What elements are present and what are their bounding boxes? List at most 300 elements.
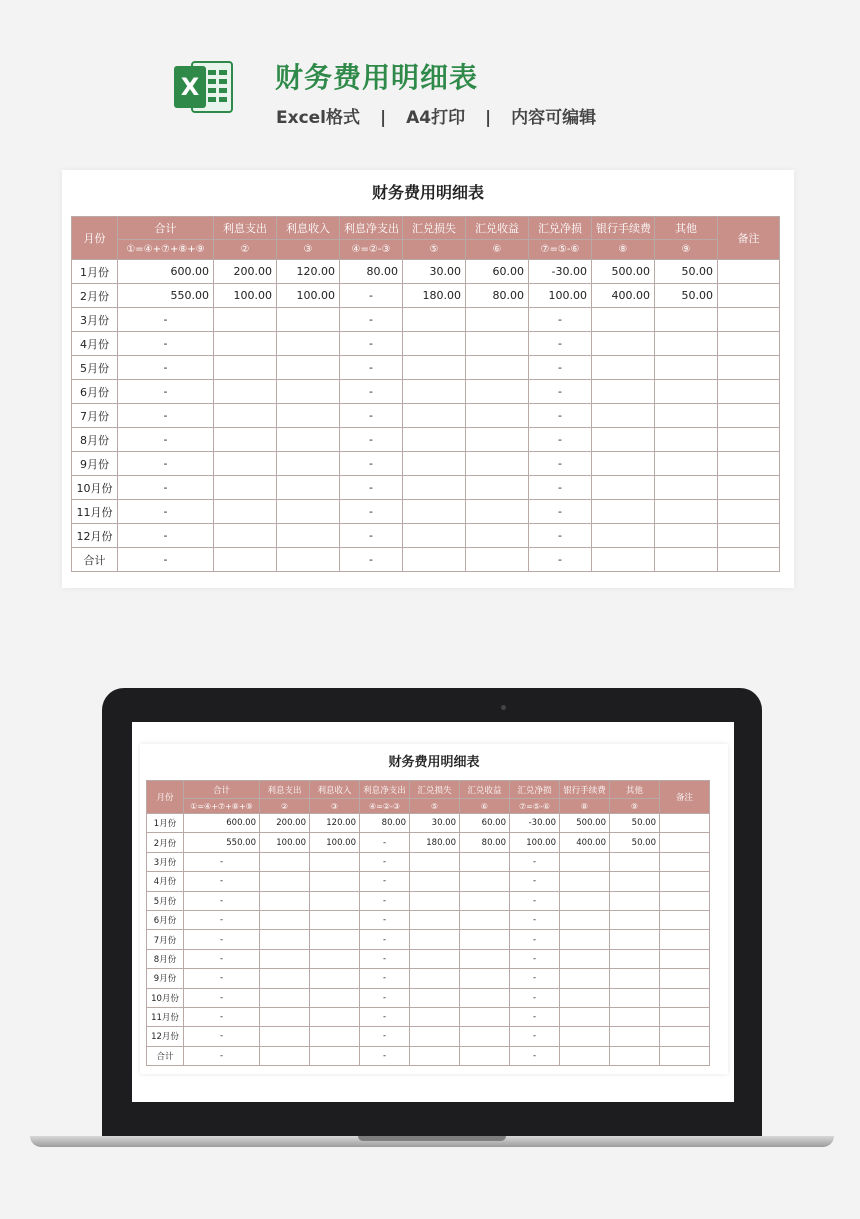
header-month: 月份 (147, 781, 184, 814)
header-net-interest: 利息净支出 (340, 217, 403, 240)
table-cell (660, 833, 710, 852)
month-cell: 6月份 (72, 380, 118, 404)
table-cell (277, 476, 340, 500)
table-cell (560, 930, 610, 949)
table-cell: 500.00 (592, 260, 655, 284)
table-cell (560, 1007, 610, 1026)
table-cell: - (340, 548, 403, 572)
table-cell: 100.00 (529, 284, 592, 308)
table-row (147, 833, 710, 852)
table-cell: - (510, 969, 560, 988)
table-cell (560, 910, 610, 929)
table-cell (592, 332, 655, 356)
table-cell (718, 524, 780, 548)
table-cell (410, 872, 460, 891)
separator: | (379, 108, 387, 128)
table-cell (660, 814, 710, 833)
table-cell (718, 404, 780, 428)
table-cell (214, 380, 277, 404)
spreadsheet-preview (62, 170, 794, 588)
screen-expense-table (146, 780, 710, 1066)
table-cell: - (529, 428, 592, 452)
table-row (147, 930, 710, 949)
table-cell (260, 1027, 310, 1046)
table-row (72, 452, 780, 476)
table-cell (410, 949, 460, 968)
month-cell: 6月份 (147, 910, 184, 929)
table-cell (610, 1007, 660, 1026)
month-cell: 12月份 (72, 524, 118, 548)
table-row (147, 1046, 710, 1065)
table-row (72, 500, 780, 524)
table-cell: - (340, 524, 403, 548)
table-cell: - (118, 524, 214, 548)
table-cell: - (184, 1007, 260, 1026)
month-cell: 5月份 (72, 356, 118, 380)
table-cell (214, 500, 277, 524)
table-cell (410, 910, 460, 929)
header-other: 其他 (610, 781, 660, 799)
table-cell: - (529, 332, 592, 356)
month-cell: 合计 (72, 548, 118, 572)
table-row (72, 380, 780, 404)
table-cell (660, 949, 710, 968)
month-cell: 7月份 (72, 404, 118, 428)
formula-fx-gain: ⑥ (466, 240, 529, 260)
table-cell (310, 930, 360, 949)
table-row (72, 308, 780, 332)
table-cell: 100.00 (277, 284, 340, 308)
month-cell: 8月份 (72, 428, 118, 452)
table-cell (277, 332, 340, 356)
table-cell: - (340, 500, 403, 524)
table-cell: - (118, 452, 214, 476)
table-cell: - (510, 910, 560, 929)
formula-fx-loss: ⑤ (410, 799, 460, 814)
table-row (147, 1007, 710, 1026)
table-cell (410, 852, 460, 871)
table-cell: 500.00 (560, 814, 610, 833)
feature-line (276, 103, 610, 128)
table-cell: 180.00 (403, 284, 466, 308)
header-other: 其他 (655, 217, 718, 240)
table-cell (310, 988, 360, 1007)
table-cell: 30.00 (410, 814, 460, 833)
header-total: 合计 (118, 217, 214, 240)
table-cell (660, 910, 710, 929)
table-cell (310, 1046, 360, 1065)
table-cell (718, 452, 780, 476)
table-row (72, 284, 780, 308)
table-cell (310, 910, 360, 929)
table-cell (718, 260, 780, 284)
table-cell (410, 930, 460, 949)
table-cell: 180.00 (410, 833, 460, 852)
formula-net-interest: ④=②-③ (360, 799, 410, 814)
month-cell: 9月份 (72, 452, 118, 476)
table-cell: 600.00 (184, 814, 260, 833)
table-cell (655, 380, 718, 404)
table-cell (403, 356, 466, 380)
table-cell (655, 332, 718, 356)
month-cell: 1月份 (147, 814, 184, 833)
table-cell (403, 524, 466, 548)
table-cell: - (118, 476, 214, 500)
table-cell (310, 852, 360, 871)
table-cell (277, 404, 340, 428)
table-cell: 120.00 (310, 814, 360, 833)
month-cell: 7月份 (147, 930, 184, 949)
table-cell (403, 308, 466, 332)
table-cell: 60.00 (460, 814, 510, 833)
table-cell: - (529, 380, 592, 404)
header-fx-gain: 汇兑收益 (466, 217, 529, 240)
table-cell (560, 852, 610, 871)
table-cell (466, 476, 529, 500)
table-row (72, 428, 780, 452)
table-cell: - (529, 500, 592, 524)
table-cell (410, 891, 460, 910)
table-cell (610, 930, 660, 949)
table-cell: - (360, 833, 410, 852)
header-month: 月份 (72, 217, 118, 260)
table-row (147, 1027, 710, 1046)
table-cell (460, 852, 510, 871)
svg-text:X: X (180, 73, 200, 101)
table-cell (610, 949, 660, 968)
formula-other: ⑨ (610, 799, 660, 814)
month-cell: 4月份 (72, 332, 118, 356)
table-cell: - (340, 452, 403, 476)
table-cell (718, 548, 780, 572)
header-remark: 备注 (718, 217, 780, 260)
table-cell (466, 428, 529, 452)
formula-total: ①=④+⑦+⑧+⑨ (184, 799, 260, 814)
formula-net-interest: ④=②-③ (340, 240, 403, 260)
table-cell (560, 872, 610, 891)
table-cell (655, 452, 718, 476)
table-cell: 600.00 (118, 260, 214, 284)
table-cell (610, 969, 660, 988)
table-cell (214, 332, 277, 356)
table-cell (718, 308, 780, 332)
table-cell: - (340, 380, 403, 404)
formula-fx-net: ⑦=⑤-⑥ (510, 799, 560, 814)
month-cell: 4月份 (147, 872, 184, 891)
table-cell: - (184, 891, 260, 910)
header-fx-loss: 汇兑损失 (410, 781, 460, 799)
table-cell: - (184, 930, 260, 949)
table-row (72, 356, 780, 380)
table-cell (460, 988, 510, 1007)
month-cell: 1月份 (72, 260, 118, 284)
table-cell: - (529, 308, 592, 332)
formula-other: ⑨ (655, 240, 718, 260)
month-cell: 3月份 (147, 852, 184, 871)
table-cell (310, 872, 360, 891)
formula-fx-loss: ⑤ (403, 240, 466, 260)
table-cell (403, 476, 466, 500)
table-cell (310, 891, 360, 910)
table-cell (592, 500, 655, 524)
table-cell: 80.00 (460, 833, 510, 852)
table-cell (260, 949, 310, 968)
table-cell (466, 452, 529, 476)
table-cell: 50.00 (610, 814, 660, 833)
table-cell: - (360, 891, 410, 910)
table-cell (214, 524, 277, 548)
table-cell (460, 891, 510, 910)
table-cell (718, 332, 780, 356)
table-cell (466, 524, 529, 548)
table-row (72, 548, 780, 572)
table-cell (560, 969, 610, 988)
table-cell: - (360, 949, 410, 968)
table-cell (466, 380, 529, 404)
header-fx-gain: 汇兑收益 (460, 781, 510, 799)
table-cell (310, 1007, 360, 1026)
formula-bank-fee: ⑧ (592, 240, 655, 260)
table-cell (403, 452, 466, 476)
header-total: 合计 (184, 781, 260, 799)
header-interest-income: 利息收入 (277, 217, 340, 240)
table-cell (310, 969, 360, 988)
month-cell: 2月份 (72, 284, 118, 308)
table-cell (560, 891, 610, 910)
table-cell: 200.00 (214, 260, 277, 284)
table-cell (277, 356, 340, 380)
table-cell (277, 548, 340, 572)
editable-label: 内容可编辑 (511, 108, 597, 128)
table-cell: - (340, 404, 403, 428)
table-cell: - (340, 308, 403, 332)
laptop-notch (358, 1136, 506, 1141)
table-cell (214, 476, 277, 500)
table-cell: - (340, 356, 403, 380)
table-cell: - (510, 872, 560, 891)
table-row (72, 260, 780, 284)
table-cell (260, 910, 310, 929)
table-cell (214, 404, 277, 428)
table-cell (592, 404, 655, 428)
table-cell (610, 852, 660, 871)
table-cell: - (360, 969, 410, 988)
table-cell (277, 452, 340, 476)
table-cell: - (529, 548, 592, 572)
formula-interest-income: ③ (310, 799, 360, 814)
table-cell: - (529, 452, 592, 476)
table-cell (660, 1007, 710, 1026)
table-cell (260, 872, 310, 891)
table-cell: - (118, 356, 214, 380)
table-cell (260, 891, 310, 910)
header-bank-fee: 银行手续费 (560, 781, 610, 799)
table-cell: 400.00 (592, 284, 655, 308)
table-cell: - (184, 872, 260, 891)
table-cell: 60.00 (466, 260, 529, 284)
table-cell: - (184, 1027, 260, 1046)
table-cell (403, 332, 466, 356)
sheet-title: 财务费用明细表 (371, 183, 484, 202)
table-cell (655, 476, 718, 500)
table-cell (466, 332, 529, 356)
table-cell (277, 524, 340, 548)
table-row (147, 891, 710, 910)
table-cell (610, 988, 660, 1007)
table-cell: - (360, 910, 410, 929)
formula-interest-expense: ② (214, 240, 277, 260)
header-bank-fee: 银行手续费 (592, 217, 655, 240)
table-cell: - (510, 852, 560, 871)
table-cell: 100.00 (214, 284, 277, 308)
formula-interest-expense: ② (260, 799, 310, 814)
table-cell (592, 356, 655, 380)
table-cell (466, 548, 529, 572)
table-cell: - (360, 1046, 410, 1065)
table-cell (660, 1046, 710, 1065)
table-cell (718, 356, 780, 380)
table-cell: - (360, 1007, 410, 1026)
table-cell: 120.00 (277, 260, 340, 284)
table-cell: 50.00 (655, 260, 718, 284)
month-cell: 9月份 (147, 969, 184, 988)
table-cell (610, 1027, 660, 1046)
formula-fx-gain: ⑥ (460, 799, 510, 814)
laptop-mockup (30, 688, 834, 1158)
table-cell (592, 548, 655, 572)
header-fx-net: 汇兑净损 (529, 217, 592, 240)
month-cell: 8月份 (147, 949, 184, 968)
table-cell: - (118, 428, 214, 452)
table-cell: - (360, 852, 410, 871)
table-cell (260, 1046, 310, 1065)
table-cell (403, 548, 466, 572)
month-cell: 10月份 (147, 988, 184, 1007)
table-cell: 80.00 (466, 284, 529, 308)
table-cell: - (340, 284, 403, 308)
table-cell: - (360, 872, 410, 891)
table-cell: 50.00 (610, 833, 660, 852)
table-cell: - (529, 404, 592, 428)
table-cell (410, 1027, 460, 1046)
table-row (147, 910, 710, 929)
formula-fx-net: ⑦=⑤-⑥ (529, 240, 592, 260)
paper-label: A4打印 (406, 108, 466, 128)
table-cell: - (510, 988, 560, 1007)
table-cell (655, 356, 718, 380)
table-cell (592, 524, 655, 548)
table-cell (260, 988, 310, 1007)
table-cell (277, 308, 340, 332)
camera-dot (501, 705, 506, 710)
table-cell: - (529, 524, 592, 548)
table-row (147, 852, 710, 871)
table-cell (214, 356, 277, 380)
table-cell: - (360, 930, 410, 949)
formula-total: ①=④+⑦+⑧+⑨ (118, 240, 214, 260)
table-row (147, 988, 710, 1007)
table-cell: - (118, 332, 214, 356)
table-cell (592, 380, 655, 404)
formula-bank-fee: ⑧ (560, 799, 610, 814)
table-cell (277, 500, 340, 524)
table-cell: - (184, 949, 260, 968)
table-cell (403, 404, 466, 428)
laptop-screen (132, 722, 734, 1102)
table-cell (410, 1007, 460, 1026)
table-cell (277, 380, 340, 404)
table-cell (660, 852, 710, 871)
table-cell: - (184, 1046, 260, 1065)
table-cell: - (510, 1027, 560, 1046)
table-cell: - (184, 910, 260, 929)
table-cell (260, 969, 310, 988)
table-cell (718, 476, 780, 500)
table-cell (718, 380, 780, 404)
header-fx-net: 汇兑净损 (510, 781, 560, 799)
table-cell (660, 930, 710, 949)
table-cell (403, 380, 466, 404)
table-cell (460, 949, 510, 968)
screen-sheet-title: 财务费用明细表 (388, 755, 480, 770)
table-cell (260, 852, 310, 871)
month-cell: 12月份 (147, 1027, 184, 1046)
header-net-interest: 利息净支出 (360, 781, 410, 799)
header-interest-income: 利息收入 (310, 781, 360, 799)
table-cell: - (510, 1007, 560, 1026)
table-cell: - (340, 332, 403, 356)
table-cell: - (510, 930, 560, 949)
table-cell: -30.00 (529, 260, 592, 284)
table-cell (260, 1007, 310, 1026)
table-cell (610, 1046, 660, 1065)
month-cell: 11月份 (72, 500, 118, 524)
table-cell (592, 428, 655, 452)
table-cell (460, 872, 510, 891)
table-cell (277, 428, 340, 452)
table-cell: 50.00 (655, 284, 718, 308)
table-row (147, 814, 710, 833)
table-cell (214, 452, 277, 476)
month-cell: 5月份 (147, 891, 184, 910)
table-cell: - (184, 988, 260, 1007)
table-cell (718, 284, 780, 308)
table-cell: - (510, 949, 560, 968)
table-cell: 400.00 (560, 833, 610, 852)
table-cell (592, 476, 655, 500)
table-cell (410, 1046, 460, 1065)
table-cell (460, 1027, 510, 1046)
month-cell: 2月份 (147, 833, 184, 852)
table-cell (660, 969, 710, 988)
month-cell: 10月份 (72, 476, 118, 500)
header-fx-loss: 汇兑损失 (403, 217, 466, 240)
table-cell (655, 308, 718, 332)
table-cell: 200.00 (260, 814, 310, 833)
header-interest-expense: 利息支出 (214, 217, 277, 240)
table-cell: - (360, 1027, 410, 1046)
expense-table (71, 216, 780, 572)
month-cell: 11月份 (147, 1007, 184, 1026)
table-cell (660, 872, 710, 891)
table-cell: - (184, 969, 260, 988)
month-cell: 3月份 (72, 308, 118, 332)
table-cell: 80.00 (340, 260, 403, 284)
table-cell: - (118, 380, 214, 404)
table-cell (214, 548, 277, 572)
excel-icon (172, 56, 234, 118)
table-cell: - (529, 476, 592, 500)
